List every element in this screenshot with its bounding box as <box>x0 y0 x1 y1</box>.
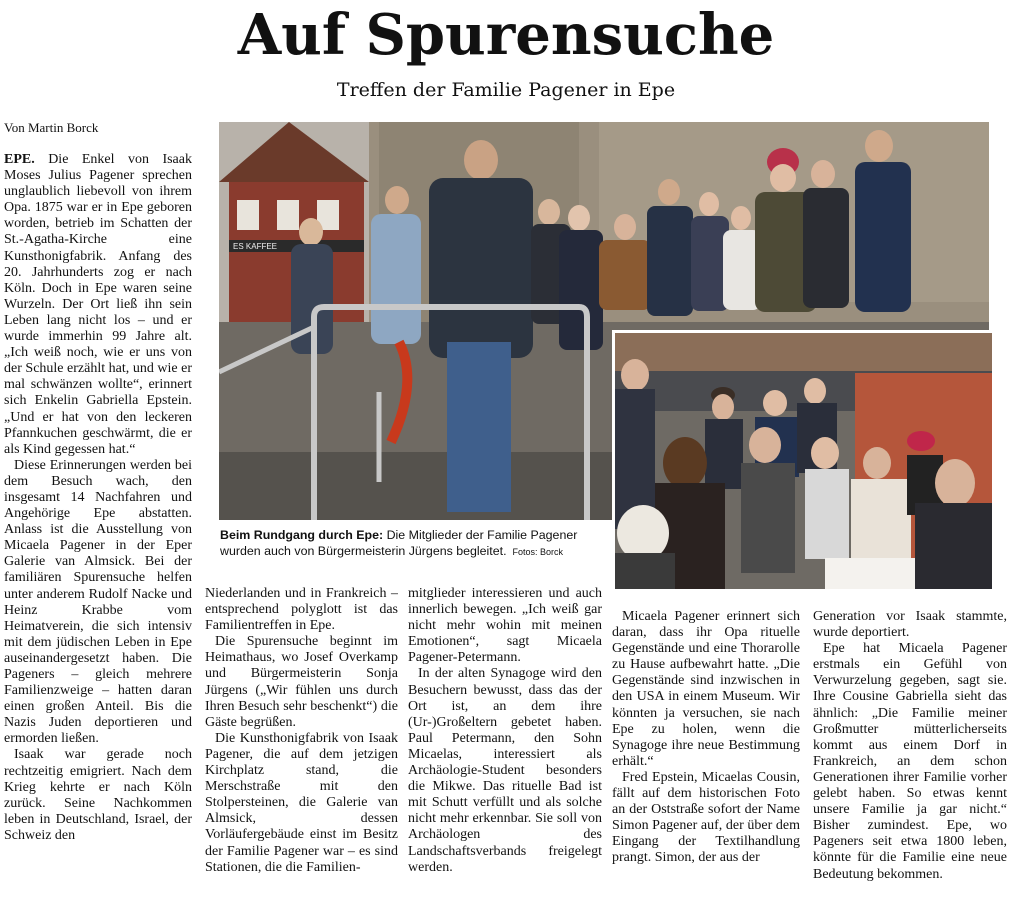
paragraph: Diese Erinnerungen werden bei dem Besuch wach, den insgesamt 14 Nachfahren und Angehörige Epe abstatten. Anlass ist die Ausstellung von Micaela Pagener in der Eper Galerie van Almsick. Bei der familiären Spurensuche helfen unter anderem Rudolf Nacke und Heinz Krabbe vom Heimatverein, die sich intensiv mit dem jüdischen Leben in Epe auseinandergesetzt haben. Die Pageners – gleich mehrere Familienzweige – hatten daran einen großen Anteil. Bis die Nazis Juden deportieren und ermorden ließen. <box>4 457 192 747</box>
paragraph: Micaela Pagener erinnert sich daran, dass ihr Opa rituelle Gegenstände und eine Thorarolle zu Hause aufbewahrt hatte. „Die Gegenstände sind inzwischen in den USA in einem Museum. Wir könnten ja versuchen, sie nach Epe zu holen, wenn die Synagoge ihre neue Bestimmung erhält.“ <box>612 609 800 769</box>
article-column-4 <box>612 609 800 908</box>
headline: Auf Spurensuche <box>237 2 775 68</box>
byline: Von Martin Borck <box>4 120 99 135</box>
paragraph: Generation vor Isaak stammte, wurde deportiert. <box>813 609 1007 641</box>
caption-lead: Beim Rundgang durch Epe: <box>220 528 384 542</box>
photo-credit: Fotos: Borck <box>512 547 564 557</box>
article-column-5 <box>813 609 1007 908</box>
paragraph: Isaak war gerade noch rechtzeitig emigriert. Nach dem Krieg kehrte er nach Köln zurück. Seine Nachkommen leben in Deutschland, Israel, der Schweiz den <box>4 747 192 843</box>
paragraph: Die Spurensuche beginnt im Heimathaus, wo Josef Overkamp und Bürgermeisterin Sonja Jürgens („Wir fühlen uns durch Ihren Besuch sehr beschenkt“) die Gäste begrüßen. <box>205 634 398 730</box>
article-column-2 <box>205 586 398 908</box>
shop-sign-text: ES KAFFEE <box>233 242 278 251</box>
photo-documents-svg <box>615 333 992 589</box>
article-column-3 <box>408 586 602 908</box>
dateline: EPE. <box>4 152 35 167</box>
caption-text: Die Mitglieder der Familie Pagener wurden auch von Bürgermeisterin Jürgens begleitet. <box>220 528 578 558</box>
paragraph: Die Enkel von Isaak Moses Julius Pagener sprechen unglaublich liebevoll von ihrem Opa. 1875 war er in Epe geboren worden, betrieb im Schatten der St.-Agatha-Kirche eine Kunsthonigfabrik. Anfang des 20. Jahrhunderts zog er nach Köln. Doch in Epe waren seine Wurzeln. Der Ort ließ ihn sein Leben lang nicht los – und er wurde immerhin 99 Jahre alt. „Ich weiß noch, wie er uns von der Schule erzählt hat, und wie er mal schwänzen wollte“, erinnert sich Enkelin Gabriella Epstein. „Und er hat von den leckeren Pfannkuchen geschwärmt, die er als Kind gegessen hat.“ <box>4 152 192 457</box>
paragraph: Niederlanden und in Frankreich – entsprechend polyglott ist das Familientreffen in Epe. <box>205 586 398 634</box>
paragraph: In der alten Synagoge wird den Besuchern bewusst, dass das der Ort ist, an dem ihre (Ur-)Großeltern gebetet haben. Paul Petermann, den Sohn Micaelas, interessiert als Archäologie-Student besonders die Mikwe. Das rituelle Bad ist mit Schutt verfüllt und als solche nicht mehr erkennbar. Sie soll von Archäologen des Landschaftsverbands freigelegt werden. <box>408 666 602 875</box>
photo-group-with-documents <box>612 330 992 589</box>
subheadline: Treffen der Familie Pagener in Epe <box>336 79 676 101</box>
paragraph: Die Kunsthonigfabrik von Isaak Pagener, die auf dem jetzigen Kirchplatz stand, die Merschstraße mit den Stolpersteinen, die Galerie van Almsick, dessen Vorläufergebäude einst im Besitz der Familie Pagener war – es sind Stationen, die die Familien- <box>205 730 398 875</box>
photo-caption <box>220 527 592 560</box>
paragraph: mitglieder interessieren und auch innerlich bewegen. „Ich weiß gar nicht mehr wohin mit meinen Emotionen“, sagt Micaela Pagener-Petermann. <box>408 586 602 666</box>
paragraph: Fred Epstein, Micaelas Cousin, fällt auf dem historischen Foto an der Oststraße sofort der Name Simon Pagener auf, der über dem Eingang der Textilhandlung prangt. Simon, der aus der <box>612 769 800 866</box>
article-column-1 <box>4 152 192 908</box>
paragraph: Epe hat Micaela Pagener erstmals ein Gefühl von Verwurzelung gegeben, sagt sie. Ihre Cousine Gabriella sieht das ähnlich: „Die Familie meiner Großmutter mütterlicherseits kommt aus einem Dorf in Frankreich, an dem schon Generationen ihrer Familie vorher gelebt haben. So etwas kennt unsere Familie ja gar nicht.“ Bisher zumindest. Epe, wo Pageners seit etwa 1800 leben, könnte für die Familie eine neue Bedeutung bekommen. <box>813 641 1007 882</box>
